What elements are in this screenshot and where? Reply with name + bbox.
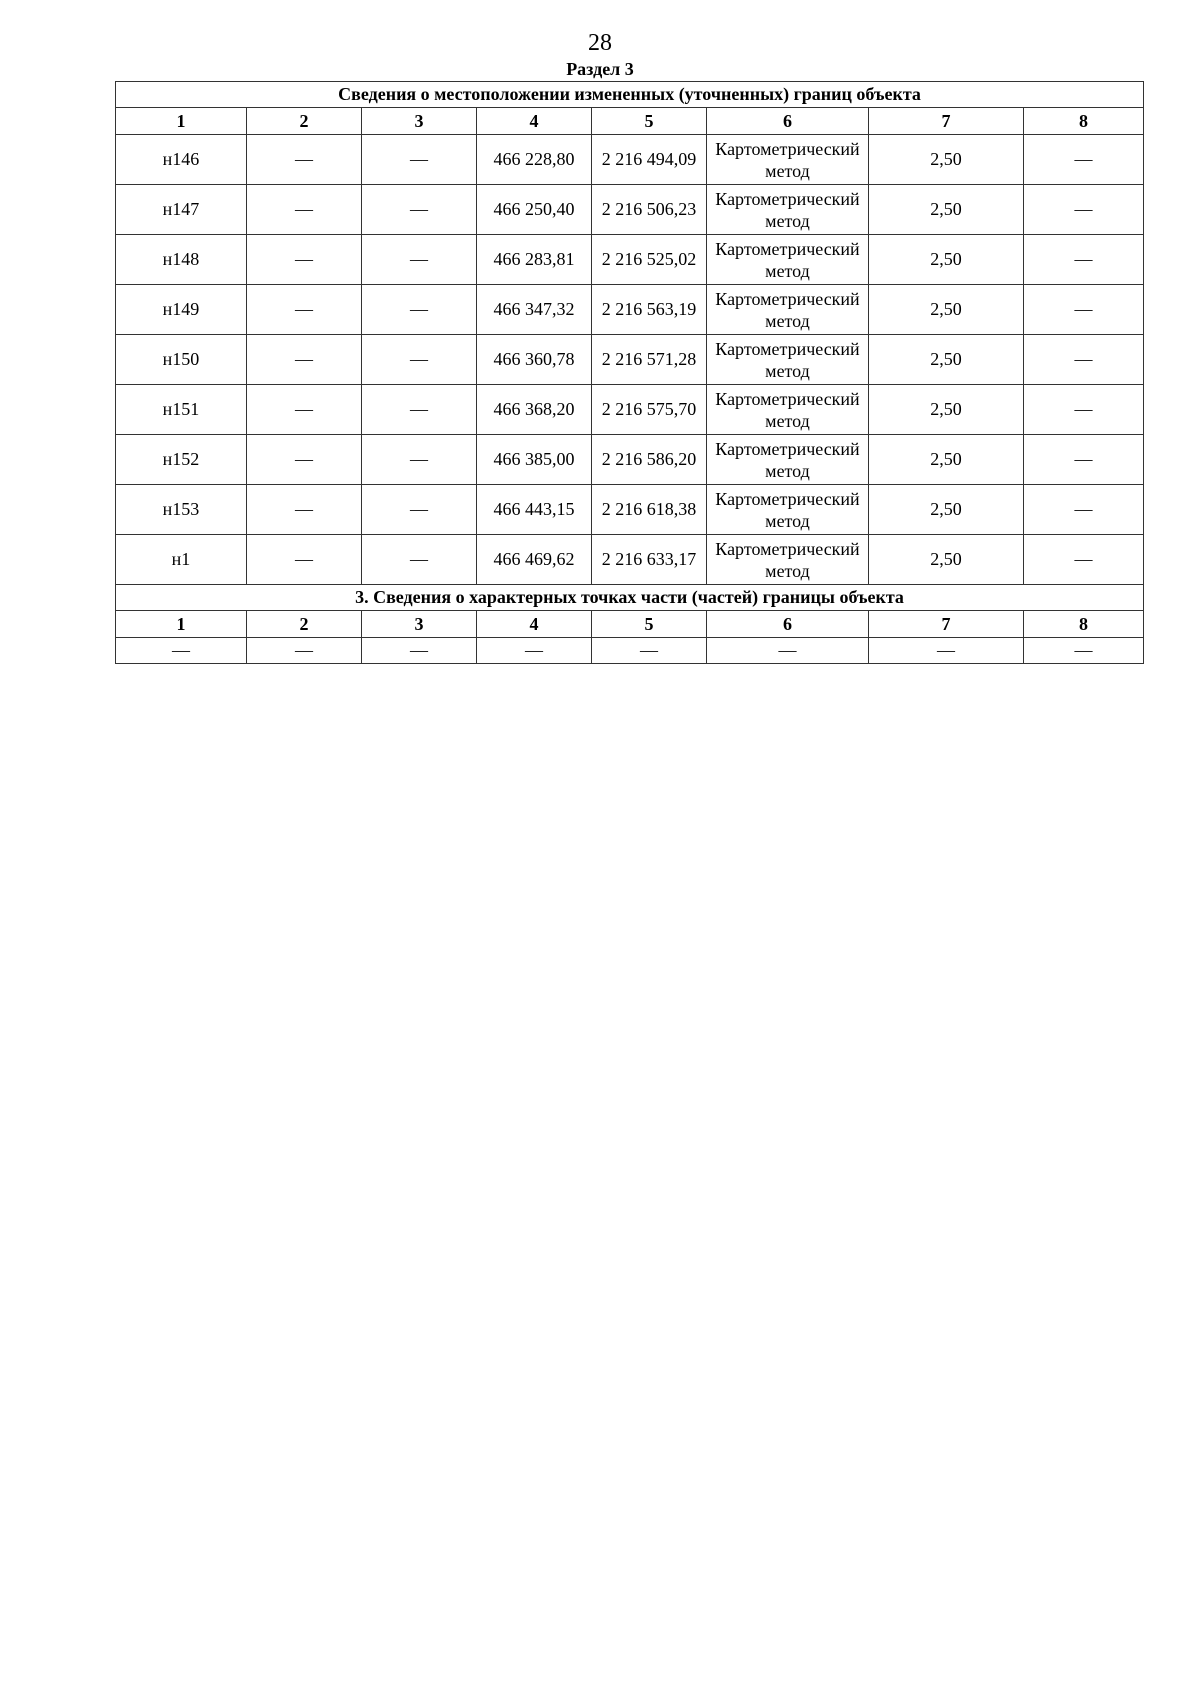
column-number-header: 4 — [477, 108, 592, 135]
point-name-cell: н149 — [116, 285, 247, 335]
column-number-header: 4 — [477, 611, 592, 638]
empty-cell: — — [1024, 385, 1144, 435]
column-number-header: 7 — [869, 611, 1024, 638]
point-name-cell: н152 — [116, 435, 247, 485]
empty-cell: — — [1024, 335, 1144, 385]
subsection-row — [116, 638, 1144, 664]
y-coordinate-cell: 2 216 563,19 — [592, 285, 707, 335]
empty-cell: — — [1024, 435, 1144, 485]
method-cell: Картометрический метод — [707, 485, 869, 535]
x-coordinate-cell: 466 385,00 — [477, 435, 592, 485]
column-number-header: 2 — [247, 108, 362, 135]
y-coordinate-cell: 2 216 586,20 — [592, 435, 707, 485]
table-caption: Сведения о местоположении измененных (уточненных) границ объекта — [116, 82, 1144, 108]
empty-cell: — — [869, 638, 1024, 664]
boundary-points-table — [115, 81, 1144, 664]
column-number-header: 6 — [707, 108, 869, 135]
table-row — [116, 235, 1144, 285]
accuracy-cell: 2,50 — [869, 185, 1024, 235]
empty-cell: — — [1024, 535, 1144, 585]
point-name-cell: н147 — [116, 185, 247, 235]
empty-cell: — — [247, 285, 362, 335]
table-body — [116, 82, 1144, 664]
empty-cell: — — [362, 335, 477, 385]
column-number-header: 3 — [362, 611, 477, 638]
empty-cell: — — [247, 185, 362, 235]
empty-cell: — — [362, 135, 477, 185]
empty-cell: — — [592, 638, 707, 664]
empty-cell: — — [247, 385, 362, 435]
point-name-cell: н1 — [116, 535, 247, 585]
empty-cell: — — [477, 638, 592, 664]
point-name-cell: н153 — [116, 485, 247, 535]
table-row — [116, 135, 1144, 185]
x-coordinate-cell: 466 368,20 — [477, 385, 592, 435]
method-cell: Картометрический метод — [707, 185, 869, 235]
empty-cell: — — [707, 638, 869, 664]
empty-cell: — — [362, 535, 477, 585]
y-coordinate-cell: 2 216 575,70 — [592, 385, 707, 435]
empty-cell: — — [362, 185, 477, 235]
y-coordinate-cell: 2 216 571,28 — [592, 335, 707, 385]
point-name-cell: н146 — [116, 135, 247, 185]
method-cell: Картометрический метод — [707, 135, 869, 185]
empty-cell: — — [1024, 485, 1144, 535]
column-number-header: 5 — [592, 611, 707, 638]
x-coordinate-cell: 466 469,62 — [477, 535, 592, 585]
empty-cell: — — [247, 335, 362, 385]
table-row — [116, 435, 1144, 485]
column-number-header: 6 — [707, 611, 869, 638]
x-coordinate-cell: 466 283,81 — [477, 235, 592, 285]
point-name-cell: н148 — [116, 235, 247, 285]
x-coordinate-cell: 466 443,15 — [477, 485, 592, 535]
table-row — [116, 485, 1144, 535]
column-number-header: 5 — [592, 108, 707, 135]
y-coordinate-cell: 2 216 633,17 — [592, 535, 707, 585]
accuracy-cell: 2,50 — [869, 285, 1024, 335]
empty-cell: — — [116, 638, 247, 664]
empty-cell: — — [362, 435, 477, 485]
empty-cell: — — [1024, 285, 1144, 335]
x-coordinate-cell: 466 347,32 — [477, 285, 592, 335]
empty-cell: — — [1024, 185, 1144, 235]
point-name-cell: н151 — [116, 385, 247, 435]
empty-cell: — — [362, 235, 477, 285]
accuracy-cell: 2,50 — [869, 235, 1024, 285]
x-coordinate-cell: 466 360,78 — [477, 335, 592, 385]
empty-cell: — — [1024, 638, 1144, 664]
accuracy-cell: 2,50 — [869, 435, 1024, 485]
table-row — [116, 285, 1144, 335]
accuracy-cell: 2,50 — [869, 335, 1024, 385]
y-coordinate-cell: 2 216 494,09 — [592, 135, 707, 185]
method-cell: Картометрический метод — [707, 285, 869, 335]
table-row — [116, 535, 1144, 585]
method-cell: Картометрический метод — [707, 385, 869, 435]
table-caption-row — [116, 82, 1144, 108]
column-number-header: 8 — [1024, 611, 1144, 638]
point-name-cell: н150 — [116, 335, 247, 385]
empty-cell: — — [1024, 235, 1144, 285]
section-title: Раздел 3 — [566, 59, 634, 79]
y-coordinate-cell: 2 216 525,02 — [592, 235, 707, 285]
table-row — [116, 385, 1144, 435]
column-number-header: 1 — [116, 611, 247, 638]
accuracy-cell: 2,50 — [869, 485, 1024, 535]
table-row — [116, 185, 1144, 235]
method-cell: Картометрический метод — [707, 335, 869, 385]
empty-cell: — — [362, 485, 477, 535]
method-cell: Картометрический метод — [707, 435, 869, 485]
subsection-caption-row — [116, 585, 1144, 611]
empty-cell: — — [247, 485, 362, 535]
x-coordinate-cell: 466 228,80 — [477, 135, 592, 185]
column-number-row — [116, 108, 1144, 135]
empty-cell: — — [247, 135, 362, 185]
method-cell: Картометрический метод — [707, 535, 869, 585]
table-row — [116, 335, 1144, 385]
empty-cell: — — [247, 535, 362, 585]
accuracy-cell: 2,50 — [869, 135, 1024, 185]
empty-cell: — — [247, 435, 362, 485]
empty-cell: — — [247, 638, 362, 664]
empty-cell: — — [362, 385, 477, 435]
page-number: 28 — [588, 30, 612, 56]
empty-cell: — — [362, 638, 477, 664]
x-coordinate-cell: 466 250,40 — [477, 185, 592, 235]
subsection-column-number-row — [116, 611, 1144, 638]
column-number-header: 3 — [362, 108, 477, 135]
empty-cell: — — [247, 235, 362, 285]
column-number-header: 7 — [869, 108, 1024, 135]
y-coordinate-cell: 2 216 506,23 — [592, 185, 707, 235]
column-number-header: 2 — [247, 611, 362, 638]
accuracy-cell: 2,50 — [869, 535, 1024, 585]
y-coordinate-cell: 2 216 618,38 — [592, 485, 707, 535]
empty-cell: — — [362, 285, 477, 335]
accuracy-cell: 2,50 — [869, 385, 1024, 435]
subsection-caption: 3. Сведения о характерных точках части (частей) границы объекта — [116, 585, 1144, 611]
column-number-header: 8 — [1024, 108, 1144, 135]
empty-cell: — — [1024, 135, 1144, 185]
column-number-header: 1 — [116, 108, 247, 135]
method-cell: Картометрический метод — [707, 235, 869, 285]
